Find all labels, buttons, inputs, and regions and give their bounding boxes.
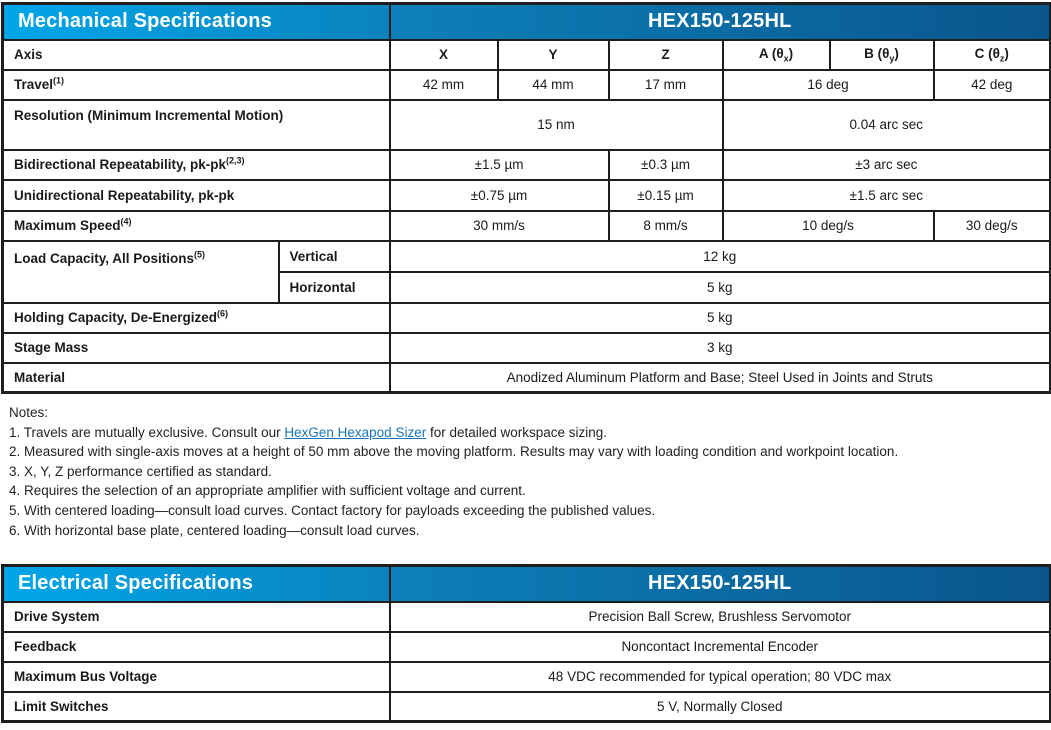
resolution-row-label: Resolution (Minimum Incremental Motion) [3, 100, 390, 150]
note-1-text-after-link: for detailed workspace sizing. [426, 424, 608, 440]
resolution-abc-value: 0.04 arc sec [723, 100, 1051, 150]
bidirectional-repeatability-row [3, 150, 1051, 180]
axis-col-y: Y [498, 40, 609, 70]
axis-b-text: B (θ [864, 45, 890, 61]
maximum-speed-z-value: 8 mm/s [609, 211, 723, 241]
mechanical-product-title: HEX150-125HL [390, 4, 1051, 40]
note-2: 2. Measured with single-axis moves at a height of 50 mm above the moving platform. Results may vary with loading condition and workpoint location. [9, 444, 899, 460]
axis-b-subscript: y [889, 53, 895, 64]
load-capacity-horizontal-value: 5 kg [390, 272, 1051, 303]
electrical-section [1, 564, 1050, 723]
load-capacity-vertical-label: Vertical [279, 241, 390, 272]
maximum-speed-c-value: 30 deg/s [934, 211, 1051, 241]
limit-switches-row [3, 692, 1051, 722]
load-capacity-row-label [3, 241, 279, 303]
material-value: Anodized Aluminum Platform and Base; Steel Used in Joints and Struts [390, 363, 1051, 393]
travel-note-ref: (1) [53, 75, 65, 86]
axis-c-text: C (θ [974, 45, 1000, 61]
mechanical-specs-table [1, 2, 1051, 394]
travel-label-text: Travel [14, 77, 54, 92]
limit-switches-label: Limit Switches [3, 692, 390, 722]
stage-mass-value: 3 kg [390, 333, 1051, 363]
holding-capacity-row-label [3, 303, 390, 333]
holding-capacity-value: 5 kg [390, 303, 1051, 333]
resolution-row [3, 100, 1051, 150]
unidirectional-abc-value: ±1.5 arc sec [723, 180, 1051, 211]
load-capacity-note-ref: (5) [194, 249, 206, 259]
drive-system-label: Drive System [3, 602, 390, 632]
maximum-speed-row-label [3, 211, 390, 241]
axis-c-subscript: z [999, 53, 1005, 64]
axis-c-close: ) [1004, 45, 1009, 61]
bidirectional-row-label [3, 150, 390, 180]
load-capacity-vertical-row [3, 241, 1051, 272]
bidirectional-abc-value: ±3 arc sec [723, 150, 1051, 180]
maximum-bus-voltage-row [3, 662, 1051, 692]
axis-col-c-theta-z [934, 40, 1051, 70]
holding-capacity-row [3, 303, 1051, 333]
load-capacity-vertical-value: 12 kg [390, 241, 1051, 272]
travel-row [3, 70, 1051, 100]
feedback-value: Noncontact Incremental Encoder [390, 632, 1051, 662]
axis-col-x: X [390, 40, 498, 70]
maximum-speed-label-text: Maximum Speed [14, 218, 121, 233]
axis-col-b-theta-y [830, 40, 934, 70]
mechanical-section-title: Mechanical Specifications [3, 4, 390, 40]
drive-system-row [3, 602, 1051, 632]
axis-row-label: Axis [3, 40, 390, 70]
axis-a-text: A (θ [758, 45, 784, 61]
electrical-product-title: HEX150-125HL [390, 566, 1051, 602]
bidirectional-label-text: Bidirectional Repeatability, pk-pk [14, 157, 227, 172]
stage-mass-row-label: Stage Mass [3, 333, 390, 363]
maximum-bus-voltage-value: 48 VDC recommended for typical operation; 80 VDC max [390, 662, 1051, 692]
notes-heading: Notes: [9, 405, 49, 420]
axis-a-subscript: x [783, 53, 789, 64]
travel-y-value: 44 mm [498, 70, 609, 100]
travel-row-label [3, 70, 390, 100]
maximum-speed-ab-value: 10 deg/s [723, 211, 934, 241]
material-row [3, 363, 1051, 393]
electrical-specs-table [1, 564, 1051, 723]
axis-b-close: ) [894, 45, 899, 61]
note-1 [9, 423, 1050, 443]
notes-section [9, 403, 1050, 540]
note-5: 5. With centered loading—consult load curves. Contact factory for payloads exceeding the published values. [9, 502, 656, 518]
travel-z-value: 17 mm [609, 70, 723, 100]
unidirectional-row-label: Unidirectional Repeatability, pk-pk [3, 180, 390, 211]
material-row-label: Material [3, 363, 390, 393]
maximum-speed-row [3, 211, 1051, 241]
load-capacity-horizontal-label: Horizontal [279, 272, 390, 303]
travel-x-value: 42 mm [390, 70, 498, 100]
maximum-speed-xy-value: 30 mm/s [390, 211, 609, 241]
note-6: 6. With horizontal base plate, centered loading—consult load curves. [9, 522, 420, 538]
axis-col-a-theta-x [723, 40, 830, 70]
feedback-label: Feedback [3, 632, 390, 662]
resolution-xyz-value: 15 nm [390, 100, 723, 150]
bidirectional-note-ref: (2,3) [226, 155, 245, 166]
holding-capacity-note-ref: (6) [217, 308, 229, 319]
bidirectional-xy-value: ±1.5 µm [390, 150, 609, 180]
travel-ab-value: 16 deg [723, 70, 934, 100]
note-1-text: 1. Travels are mutually exclusive. Consult our [9, 424, 285, 440]
unidirectional-z-value: ±0.15 µm [609, 180, 723, 211]
maximum-speed-note-ref: (4) [120, 216, 132, 227]
unidirectional-repeatability-row [3, 180, 1051, 211]
electrical-header-row [3, 566, 1051, 602]
note-4: 4. Requires the selection of an appropriate amplifier with sufficient voltage and current. [9, 483, 526, 499]
travel-c-value: 42 deg [934, 70, 1051, 100]
maximum-bus-voltage-label: Maximum Bus Voltage [3, 662, 390, 692]
mechanical-header-row [3, 4, 1051, 40]
note-3: 3. X, Y, Z performance certified as standard. [9, 463, 272, 479]
electrical-section-title: Electrical Specifications [3, 566, 390, 602]
unidirectional-xy-value: ±0.75 µm [390, 180, 609, 211]
limit-switches-value: 5 V, Normally Closed [390, 692, 1051, 722]
holding-capacity-label-text: Holding Capacity, De-Energized [14, 310, 218, 325]
bidirectional-z-value: ±0.3 µm [609, 150, 723, 180]
axis-a-close: ) [788, 45, 794, 61]
hexgen-hexapod-sizer-link[interactable]: HexGen Hexapod Sizer [284, 424, 427, 440]
axis-header-row [3, 40, 1051, 70]
drive-system-value: Precision Ball Screw, Brushless Servomotor [390, 602, 1051, 632]
feedback-row [3, 632, 1051, 662]
axis-col-z: Z [609, 40, 723, 70]
load-capacity-label-text: Load Capacity, All Positions [14, 250, 195, 266]
stage-mass-row [3, 333, 1051, 363]
